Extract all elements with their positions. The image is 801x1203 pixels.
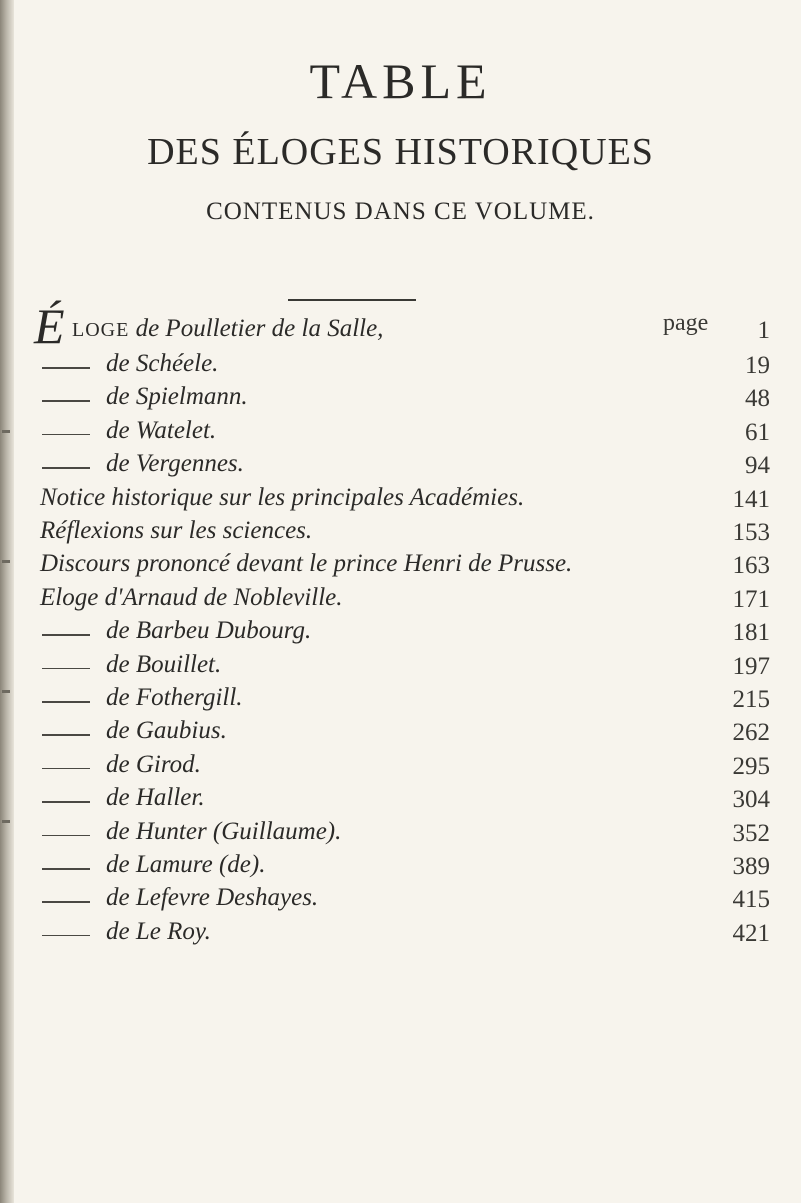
toc-entry-title: Eloge d'Arnaud de Nobleville. — [40, 583, 343, 611]
title-table: TABLE — [309, 53, 492, 109]
first-entry-rest: de Poulletier de la Salle, — [129, 315, 384, 342]
ditto-dash — [42, 668, 90, 670]
toc-entry — [0, 717, 801, 751]
toc-entry-title: de Bouillet. — [106, 650, 222, 678]
toc-entry-page: 141 — [732, 485, 770, 513]
toc-entry-page: 19 — [745, 352, 770, 379]
toc-entry-title: de Hunter (Guillaume). — [106, 817, 342, 845]
ditto-dash — [42, 768, 90, 770]
toc-entry — [0, 350, 801, 384]
toc-entry-title: de Schéele. — [106, 350, 219, 377]
toc-entry-title: de Lamure (de). — [106, 851, 266, 878]
toc-entry-title: de Le Roy. — [106, 917, 211, 945]
toc-entry — [0, 851, 801, 885]
toc-entry-title: Notice historique sur les principales Académies. — [40, 483, 525, 511]
toc-entry-title: de Lefevre Deshayes. — [106, 884, 319, 912]
toc-entry — [0, 918, 801, 952]
toc-entry — [0, 617, 801, 651]
ditto-dash — [42, 367, 90, 369]
toc-entry-page: 48 — [745, 385, 770, 413]
drop-cap: É — [34, 298, 65, 354]
toc-entry-page: 197 — [732, 652, 770, 680]
toc-entry-title: de Vergennes. — [106, 450, 244, 478]
toc-entry — [0, 751, 801, 785]
toc-entry-title: Discours prononcé devant le prince Henri de Prusse. — [40, 550, 573, 578]
ditto-dash — [42, 801, 90, 803]
toc-entry-page: 181 — [732, 619, 770, 647]
toc-entry — [0, 550, 801, 584]
toc-entry — [0, 417, 801, 451]
separator-rule — [288, 299, 416, 301]
toc-entry-title: Réflexions sur les sciences. — [40, 517, 313, 544]
ditto-dash — [42, 935, 90, 937]
toc-entry-title: de Gaubius. — [106, 717, 227, 745]
ditto-dash — [42, 434, 90, 436]
toc-entry-page: 421 — [732, 919, 770, 947]
toc-entry-title: de Watelet. — [106, 416, 217, 444]
ditto-dash — [42, 734, 90, 736]
ditto-dash — [42, 634, 90, 636]
ditto-dash — [42, 835, 90, 837]
toc-entry — [0, 584, 801, 618]
toc-entry-page: 389 — [732, 853, 770, 880]
first-entry-smallcaps: LOGE — [72, 319, 130, 341]
toc-entry-page: 304 — [732, 786, 770, 814]
ditto-dash — [42, 868, 90, 870]
toc-entry-title: de Haller. — [106, 784, 205, 812]
toc-entry — [0, 818, 801, 852]
ditto-dash — [42, 467, 90, 469]
ditto-dash — [42, 901, 90, 903]
toc-entry-page: 215 — [732, 686, 770, 713]
toc-entry — [0, 684, 801, 718]
title-contenus: CONTENUS DANS CE VOLUME. — [206, 198, 595, 225]
toc-entry — [0, 884, 801, 918]
title-eloges: DES ÉLOGES HISTORIQUES — [147, 131, 654, 173]
toc-entry-page: 415 — [732, 886, 770, 914]
toc-entry-page: 262 — [732, 719, 770, 747]
ditto-dash — [42, 400, 90, 402]
first-entry-page: 1 — [757, 317, 770, 344]
toc-entry-page: 94 — [745, 452, 770, 480]
toc-entry-page: 61 — [745, 418, 770, 446]
ditto-dash — [42, 701, 90, 703]
toc-entry-title: de Spielmann. — [106, 383, 248, 411]
toc-entry — [0, 784, 801, 818]
toc-entry — [0, 484, 801, 518]
toc-entry — [0, 651, 801, 685]
first-entry-text — [72, 315, 383, 343]
toc-entry-page: 153 — [732, 519, 770, 546]
toc-entry-page: 295 — [732, 752, 770, 780]
page-label: page — [663, 310, 709, 336]
toc-entry-page: 171 — [732, 585, 770, 613]
toc-entry-title: de Girod. — [106, 750, 201, 778]
toc-entry — [0, 383, 801, 417]
toc-entry — [0, 450, 801, 484]
toc-entry-page: 352 — [732, 819, 770, 847]
toc-entry-page: 163 — [732, 552, 770, 580]
toc-entry — [0, 517, 801, 551]
toc-entry-title: de Barbeu Dubourg. — [106, 617, 312, 645]
toc-entry-title: de Fothergill. — [106, 684, 243, 711]
